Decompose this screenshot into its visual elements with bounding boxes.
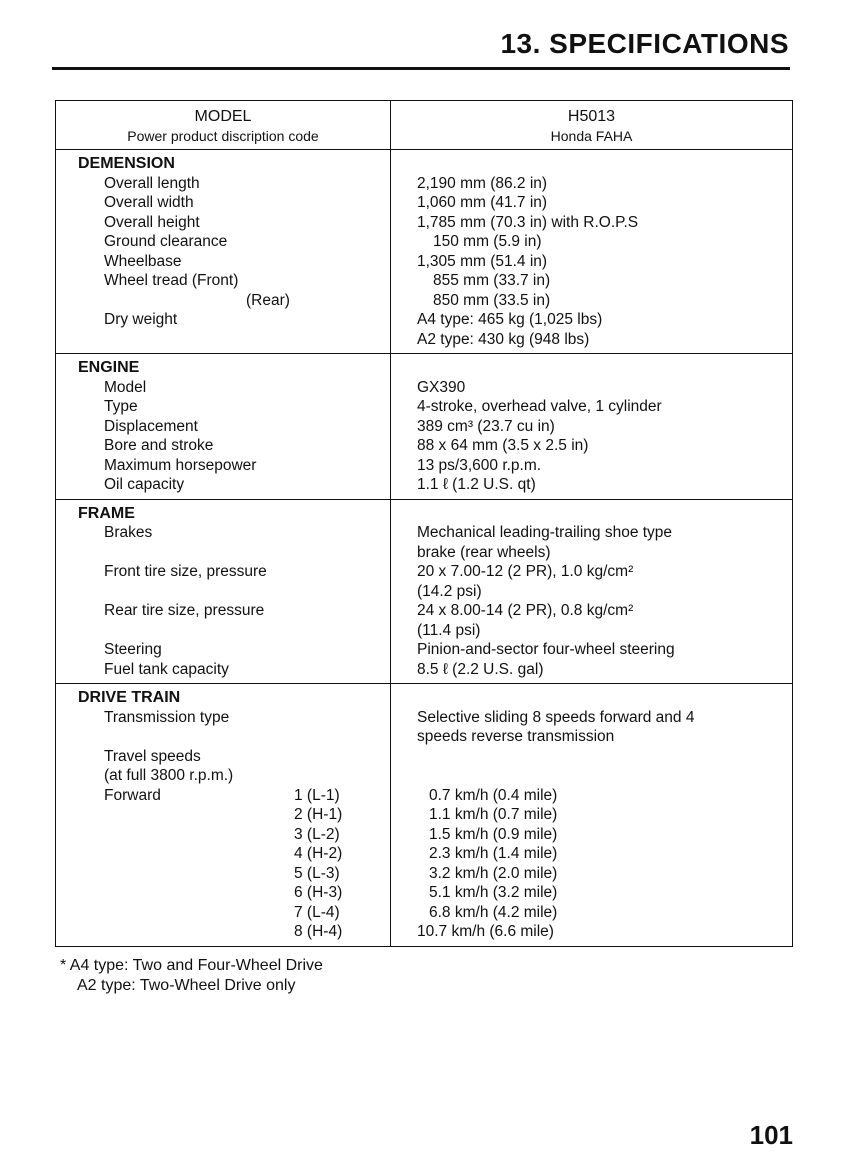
spec-value: Pinion-and-sector four-wheel steering [417,641,675,658]
spec-label: Maximum horsepower [104,456,257,474]
model-sub-label: Power product discription code [127,128,319,144]
speed-list [417,786,792,942]
model-header-cell [56,101,391,149]
spec-value: 1,305 mm (51.4 in) [417,252,548,270]
forward-label [104,922,294,942]
forward-label: Forward [104,786,161,804]
frame-value-list [417,523,792,679]
spec-value: A2 type: 430 kg (948 lbs) [417,330,590,348]
speed-value: 6.8 km/h (4.2 mile) [429,903,558,921]
spec-label: Ground clearance [104,233,228,250]
spec-value: A4 type: 465 kg (1,025 lbs) [417,311,603,328]
footnote-line-1: * A4 type: Two and Four-Wheel Drive [60,957,323,974]
engine-values [391,354,792,499]
gear-label: 2 (H-1) [294,806,343,823]
drive-train-labels [56,684,391,946]
engine-value-list [417,378,792,495]
spec-value: Mechanical leading-trailing shoe type [417,524,673,541]
drive-train-value-list [417,708,792,786]
spec-label: Brakes [104,524,153,541]
spec-value: 150 mm (5.9 in) [433,233,542,250]
spec-value: 389 cm³ (23.7 cu in) [417,417,555,435]
spec-label: Fuel tank capacity [104,660,229,678]
speed-value: 1.5 km/h (0.9 mile) [429,825,558,843]
frame-labels [56,500,391,684]
engine-labels [56,354,391,499]
engine-title: ENGINE [78,359,140,376]
spec-value: 13 ps/3,600 r.p.m. [417,456,542,474]
spec-value [417,747,792,767]
spec-value: (14.2 psi) [417,582,482,600]
gear-label: 6 (H-3) [294,884,343,901]
speed-value: 1.1 km/h (0.7 mile) [429,806,558,823]
dimension-values [391,150,792,353]
spec-value: brake (rear wheels) [417,543,551,561]
spec-value: 8.5 ℓ (2.2 U.S. gal) [417,660,544,678]
dimension-value-list [417,174,792,350]
dimension-labels [56,150,391,353]
spec-label [78,330,390,350]
forward-label [104,864,294,884]
spec-label [78,582,390,602]
spec-label: Dry weight [104,311,178,328]
gear-label: 7 (L-4) [294,903,340,921]
frame-title: FRAME [78,504,135,522]
spec-value: GX390 [417,378,466,396]
spec-label: Front tire size, pressure [104,563,267,580]
footnote-line-2: A2 type: Two-Wheel Drive only [77,977,296,994]
spec-label: (Rear) [246,291,290,309]
spec-label: Type [104,398,138,415]
gear-row [78,864,390,884]
engine-label-list [78,378,390,495]
gear-label: 3 (L-2) [294,825,340,843]
gear-row [78,825,390,845]
spec-label [78,727,390,747]
forward-label [104,805,294,825]
spec-value: 24 x 8.00-14 (2 PR), 0.8 kg/cm² [417,602,634,619]
spec-label: Transmission type [104,708,230,726]
gear-row [78,922,390,942]
gear-list [78,786,390,942]
spec-label [78,621,390,641]
spec-label: Wheel tread (Front) [104,272,239,289]
spec-label [78,543,390,563]
speed-value: 5.1 km/h (3.2 mile) [429,884,558,901]
spec-value: 88 x 64 mm (3.5 x 2.5 in) [417,437,589,454]
page-number: 101 [749,1120,793,1150]
drive-train-section [56,683,792,946]
gear-label: 4 (H-2) [294,845,343,862]
speed-value: 2.3 km/h (1.4 mile) [429,845,558,862]
frame-values [391,500,792,684]
speed-value: 10.7 km/h (6.6 mile) [417,923,554,940]
spec-value: 1.1 ℓ (1.2 U.S. qt) [417,476,536,493]
gear-label: 5 (L-3) [294,864,340,882]
spec-label: Overall height [104,213,200,231]
title-rule [52,67,790,70]
spec-value: speeds reverse transmission [417,728,615,745]
drive-train-values [391,684,792,946]
spec-value: (11.4 psi) [417,621,481,639]
speed-value: 0.7 km/h (0.4 mile) [429,786,558,804]
drive-train-label-list [78,708,390,786]
speed-value: 3.2 km/h (2.0 mile) [429,864,558,882]
model-value: H5013 [567,108,616,125]
engine-section [56,353,792,499]
forward-label [104,825,294,845]
spec-value: 1,060 mm (41.7 in) [417,194,548,211]
frame-label-list [78,523,390,679]
page-title: 13. SPECIFICATIONS [500,28,789,59]
spec-label: Rear tire size, pressure [104,602,265,619]
drive-train-title: DRIVE TRAIN [78,689,181,706]
forward-label [104,844,294,864]
spec-table [55,100,793,947]
spec-label: (at full 3800 r.p.m.) [104,767,234,784]
spec-value [417,766,792,786]
footnote [60,956,323,996]
dimension-label-list [78,174,390,350]
forward-label [104,903,294,923]
gear-row [78,903,390,923]
gear-row [78,786,390,806]
model-label: MODEL [194,108,252,125]
spec-value: 20 x 7.00-12 (2 PR), 1.0 kg/cm² [417,563,634,580]
spec-label: Overall length [104,174,200,192]
spec-label: Travel speeds [104,747,201,765]
spec-label: Wheelbase [104,252,182,270]
spec-value: 2,190 mm (86.2 in) [417,174,548,192]
dimension-title: DEMENSION [78,155,175,172]
spec-label: Steering [104,641,162,658]
spec-label: Overall width [104,194,194,211]
forward-label [104,883,294,903]
spec-label: Bore and stroke [104,437,214,454]
gear-row [78,883,390,903]
spec-value: 4-stroke, overhead valve, 1 cylinder [417,398,662,415]
model-row [56,101,792,149]
spec-label: Oil capacity [104,476,185,493]
spec-value: 1,785 mm (70.3 in) with R.O.P.S [417,213,639,231]
frame-section [56,499,792,684]
spec-value: 850 mm (33.5 in) [433,291,551,309]
model-value-cell [391,101,792,149]
gear-row [78,844,390,864]
spec-label: Displacement [104,417,198,435]
spec-value: Selective sliding 8 speeds forward and 4 [417,708,695,726]
spec-value: 855 mm (33.7 in) [433,272,551,289]
dimension-section [56,149,792,353]
gear-label: 1 (L-1) [294,786,340,804]
gear-row [78,805,390,825]
gear-label: 8 (H-4) [294,923,343,940]
model-value-sub: Honda FAHA [550,128,633,144]
spec-label: Model [104,378,147,396]
